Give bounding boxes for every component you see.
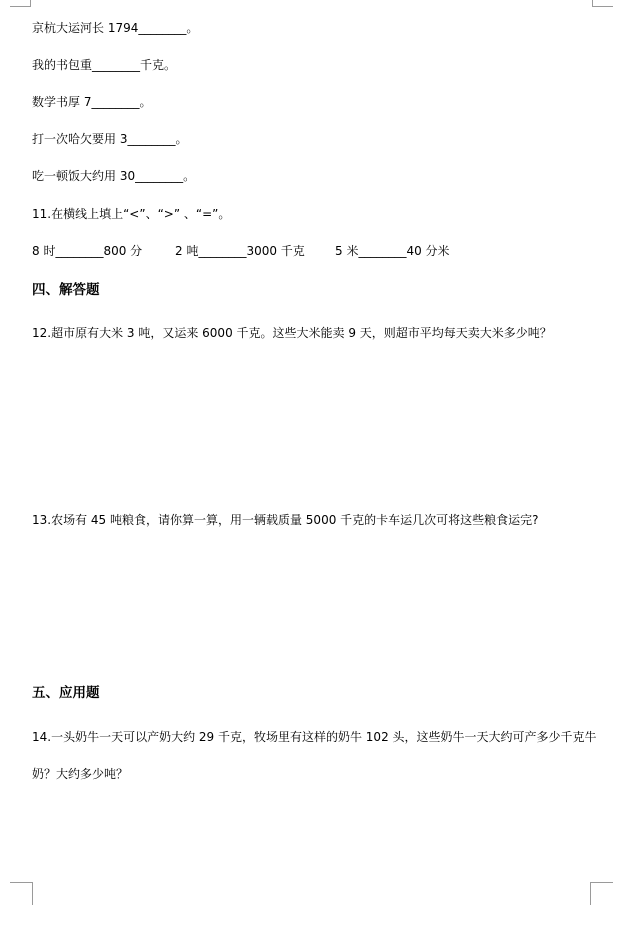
fill-item-schoolbag-weight: 我的书包重________千克。 bbox=[32, 58, 177, 72]
compare-item-tons-kilograms: 2 吨________3000 千克 bbox=[175, 244, 305, 258]
page-corner-mark-bottom-right bbox=[590, 882, 613, 905]
page-corner-mark-top-right bbox=[592, 0, 613, 7]
compare-item-meters-decimeters: 5 米________40 分米 bbox=[335, 244, 450, 258]
page-corner-mark-bottom-left bbox=[10, 882, 33, 905]
question-13: 13.农场有 45 吨粮食，请你算一算，用一辆载质量 5000 千克的卡车运几次可将这些粮食运完? bbox=[32, 513, 539, 527]
section-4-heading: 四、解答题 bbox=[32, 282, 100, 298]
question-11-items bbox=[32, 243, 592, 259]
question-14-line-1: 14.一头奶牛一天可以产奶大约 29 千克，牧场里有这样的奶牛 102 头，这些奶牛一天大约可产多少千克牛 bbox=[32, 730, 597, 744]
fill-item-meal-duration: 吃一顿饭大约用 30________。 bbox=[32, 169, 196, 183]
fill-item-yawn-duration: 打一次哈欠要用 3________。 bbox=[32, 132, 188, 146]
section-5-heading: 五、应用题 bbox=[32, 685, 100, 701]
fill-item-book-thickness: 数学书厚 7________。 bbox=[32, 95, 152, 109]
fill-item-canal-length: 京杭大运河长 1794________。 bbox=[32, 21, 199, 35]
question-12: 12.超市原有大米 3 吨，又运来 6000 千克。这些大米能卖 9 天，则超市平均每天卖大米多少吨？ bbox=[32, 326, 552, 340]
compare-item-hours-minutes: 8 时________800 分 bbox=[32, 244, 143, 258]
page-corner-mark-top-left bbox=[10, 0, 31, 7]
question-14-line-2: 奶？大约多少吨？ bbox=[32, 767, 129, 781]
question-11-prompt: 11.在横线上填上“<”、“>” 、“=”。 bbox=[32, 207, 231, 221]
